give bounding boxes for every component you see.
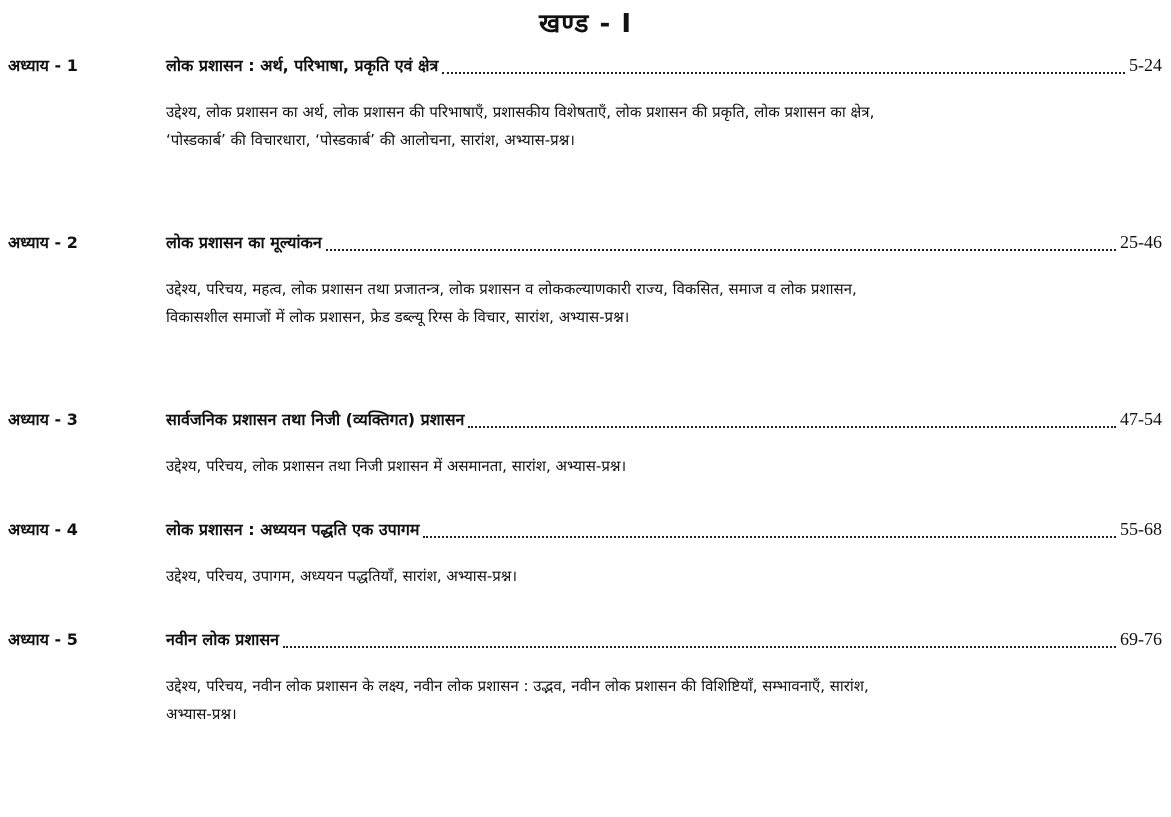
dot-leader: [326, 235, 1116, 251]
chapter-entry-2: [8, 231, 1162, 331]
chapter-page-range: 69-76: [1120, 629, 1162, 649]
chapter-number: अध्याय - 4: [8, 520, 78, 539]
chapter-topics: उद्देश्य, परिचय, उपागम, अध्ययन पद्धतियाँ, सारांश, अभ्यास-प्रश्न।: [166, 567, 518, 585]
chapter-entry-4: [8, 518, 1162, 590]
chapter-number: अध्याय - 3: [8, 410, 78, 429]
chapter-heading[interactable]: [8, 408, 1162, 434]
dot-leader: [468, 412, 1116, 428]
chapter-page-range: 55-68: [1120, 519, 1162, 539]
section-title: खण्ड - I: [538, 9, 633, 39]
chapter-title[interactable]: सार्वजनिक प्रशासन तथा निजी (व्यक्तिगत) प्रशासन: [166, 410, 465, 429]
chapter-topics: उद्देश्य, परिचय, महत्व, लोक प्रशासन तथा प्रजातन्त्र, लोक प्रशासन व लोककल्याणकारी राज्य, विकसित, समाज व लोक प्रशासन, विकासशील समाजों में लोक प्रशासन, फ्रेड डब्ल्यू रिग्स के विचार, सारांश, अभ्यास-प्रश्न।: [166, 280, 857, 326]
chapter-number: अध्याय - 5: [8, 630, 78, 649]
chapter-topics: उद्देश्य, लोक प्रशासन का अर्थ, लोक प्रशासन की परिभाषाएँ, प्रशासकीय विशेषताएँ, लोक प्रशासन की प्रकृति, लोक प्रशासन का क्षेत्र, ‘पोस्डकार्ब’ की विचारधारा, ‘पोस्डकार्ब’ की आलोचना, सारांश, अभ्यास-प्रश्न।: [166, 103, 875, 149]
chapter-title[interactable]: लोक प्रशासन : अर्थ, परिभाषा, प्रकृति एवं क्षेत्र: [166, 56, 439, 75]
chapter-heading[interactable]: [8, 518, 1162, 544]
chapter-page-range: 25-46: [1120, 232, 1162, 252]
dot-leader: [423, 522, 1116, 538]
chapter-topics: उद्देश्य, परिचय, नवीन लोक प्रशासन के लक्ष्य, नवीन लोक प्रशासन : उद्भव, नवीन लोक प्रशासन की विशिष्टियाँ, सम्भावनाएँ, सारांश, अभ्यास-प्रश्न।: [166, 677, 869, 723]
chapter-title[interactable]: लोक प्रशासन का मूल्यांकन: [166, 233, 322, 252]
chapter-heading[interactable]: [8, 231, 1162, 257]
chapter-number: अध्याय - 1: [8, 56, 78, 75]
chapter-entry-5: [8, 628, 1162, 728]
chapter-heading[interactable]: [8, 54, 1162, 80]
chapter-title[interactable]: नवीन लोक प्रशासन: [166, 630, 280, 649]
chapter-heading[interactable]: [8, 628, 1162, 654]
chapter-page-range: 47-54: [1120, 409, 1162, 429]
chapter-topics: उद्देश्य, परिचय, लोक प्रशासन तथा निजी प्रशासन में असमानता, सारांश, अभ्यास-प्रश्न।: [166, 457, 627, 475]
chapter-number: अध्याय - 2: [8, 233, 78, 252]
chapter-title[interactable]: लोक प्रशासन : अध्ययन पद्धति एक उपागम: [166, 520, 420, 539]
dot-leader: [283, 632, 1116, 648]
chapter-entry-1: [8, 54, 1162, 154]
chapter-page-range: 5-24: [1129, 55, 1162, 75]
chapter-entry-3: [8, 408, 1162, 480]
dot-leader: [442, 58, 1125, 74]
